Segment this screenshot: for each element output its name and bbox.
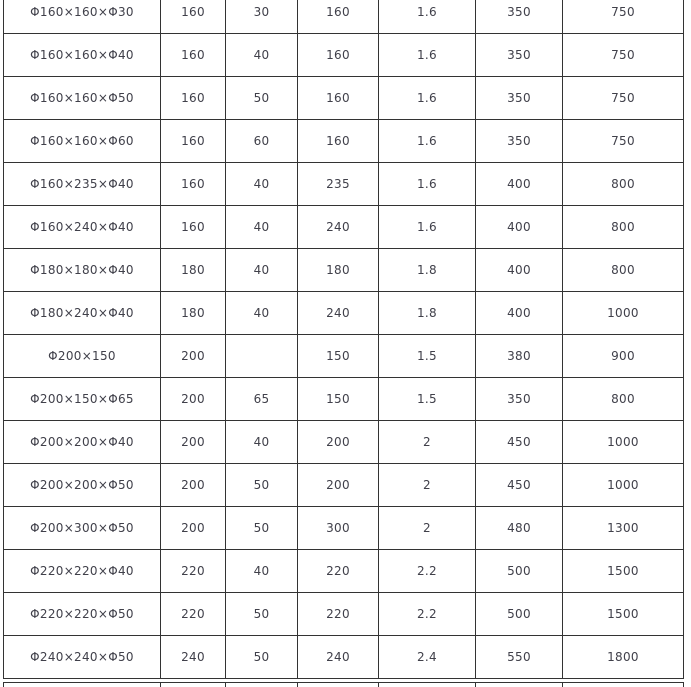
empty-cell xyxy=(226,683,298,687)
value-cell: 40 xyxy=(226,550,298,593)
value-cell: 1000 xyxy=(563,292,684,335)
value-cell: 160 xyxy=(161,34,226,77)
value-cell: 40 xyxy=(226,163,298,206)
value-cell: 1.5 xyxy=(379,335,476,378)
value-cell: 240 xyxy=(161,636,226,679)
spec-cell: Φ200×150 xyxy=(4,335,161,378)
value-cell: 500 xyxy=(476,593,563,636)
table-row xyxy=(4,0,684,34)
spec-cell: Φ180×180×Φ40 xyxy=(4,249,161,292)
value-cell: 1.8 xyxy=(379,292,476,335)
value-cell: 480 xyxy=(476,507,563,550)
value-cell: 40 xyxy=(226,249,298,292)
table-row xyxy=(4,421,684,464)
value-cell: 1.6 xyxy=(379,163,476,206)
table-row xyxy=(4,464,684,507)
value-cell: 50 xyxy=(226,593,298,636)
value-cell: 180 xyxy=(161,292,226,335)
value-cell: 400 xyxy=(476,249,563,292)
value-cell xyxy=(226,335,298,378)
value-cell: 350 xyxy=(476,77,563,120)
value-cell: 550 xyxy=(476,636,563,679)
empty-cell xyxy=(563,683,684,687)
next-table-row-fragment xyxy=(3,682,684,687)
value-cell: 750 xyxy=(563,0,684,34)
value-cell: 350 xyxy=(476,0,563,34)
value-cell: 2 xyxy=(379,464,476,507)
spec-table xyxy=(3,0,684,679)
value-cell: 300 xyxy=(298,507,379,550)
spec-cell: Φ220×220×Φ50 xyxy=(4,593,161,636)
table-row xyxy=(4,206,684,249)
value-cell: 400 xyxy=(476,206,563,249)
value-cell: 350 xyxy=(476,34,563,77)
value-cell: 380 xyxy=(476,335,563,378)
value-cell: 750 xyxy=(563,77,684,120)
value-cell: 750 xyxy=(563,120,684,163)
value-cell: 240 xyxy=(298,292,379,335)
empty-cell xyxy=(4,683,161,687)
spec-cell: Φ160×160×Φ50 xyxy=(4,77,161,120)
value-cell: 2 xyxy=(379,507,476,550)
value-cell: 1.8 xyxy=(379,249,476,292)
value-cell: 750 xyxy=(563,34,684,77)
value-cell: 450 xyxy=(476,464,563,507)
empty-cell xyxy=(379,683,476,687)
spec-table-body xyxy=(4,0,684,679)
value-cell: 200 xyxy=(161,378,226,421)
value-cell: 50 xyxy=(226,507,298,550)
value-cell: 200 xyxy=(161,464,226,507)
value-cell: 220 xyxy=(298,593,379,636)
value-cell: 220 xyxy=(161,550,226,593)
value-cell: 1500 xyxy=(563,593,684,636)
table-row xyxy=(4,120,684,163)
value-cell: 800 xyxy=(563,249,684,292)
value-cell: 2.2 xyxy=(379,593,476,636)
value-cell: 1.6 xyxy=(379,0,476,34)
value-cell: 400 xyxy=(476,292,563,335)
value-cell: 220 xyxy=(161,593,226,636)
value-cell: 40 xyxy=(226,292,298,335)
spec-cell: Φ180×240×Φ40 xyxy=(4,292,161,335)
empty-cell xyxy=(298,683,379,687)
value-cell: 220 xyxy=(298,550,379,593)
empty-cell xyxy=(476,683,563,687)
spec-cell: Φ200×150×Φ65 xyxy=(4,378,161,421)
value-cell: 50 xyxy=(226,464,298,507)
spec-cell: Φ220×220×Φ40 xyxy=(4,550,161,593)
value-cell: 240 xyxy=(298,206,379,249)
value-cell: 450 xyxy=(476,421,563,464)
value-cell: 30 xyxy=(226,0,298,34)
value-cell: 150 xyxy=(298,335,379,378)
value-cell: 1.6 xyxy=(379,77,476,120)
table-row xyxy=(4,163,684,206)
value-cell: 1.5 xyxy=(379,378,476,421)
value-cell: 40 xyxy=(226,421,298,464)
table-row xyxy=(4,292,684,335)
table-row xyxy=(4,636,684,679)
value-cell: 60 xyxy=(226,120,298,163)
value-cell: 800 xyxy=(563,163,684,206)
value-cell: 350 xyxy=(476,120,563,163)
value-cell: 240 xyxy=(298,636,379,679)
value-cell: 40 xyxy=(226,206,298,249)
value-cell: 160 xyxy=(298,77,379,120)
spec-cell: Φ160×235×Φ40 xyxy=(4,163,161,206)
spec-cell: Φ160×240×Φ40 xyxy=(4,206,161,249)
value-cell: 900 xyxy=(563,335,684,378)
table-row xyxy=(4,378,684,421)
value-cell: 200 xyxy=(161,335,226,378)
value-cell: 400 xyxy=(476,163,563,206)
value-cell: 200 xyxy=(298,464,379,507)
spec-cell: Φ240×240×Φ50 xyxy=(4,636,161,679)
spec-cell: Φ200×300×Φ50 xyxy=(4,507,161,550)
table-row xyxy=(4,249,684,292)
value-cell: 200 xyxy=(161,507,226,550)
value-cell: 500 xyxy=(476,550,563,593)
table-row xyxy=(4,77,684,120)
value-cell: 800 xyxy=(563,206,684,249)
value-cell: 1500 xyxy=(563,550,684,593)
spec-cell: Φ160×160×Φ40 xyxy=(4,34,161,77)
spec-cell: Φ200×200×Φ40 xyxy=(4,421,161,464)
value-cell: 2.2 xyxy=(379,550,476,593)
value-cell: 800 xyxy=(563,378,684,421)
value-cell: 160 xyxy=(298,0,379,34)
value-cell: 200 xyxy=(298,421,379,464)
value-cell: 235 xyxy=(298,163,379,206)
table-row xyxy=(4,507,684,550)
value-cell: 1000 xyxy=(563,464,684,507)
table-row xyxy=(4,593,684,636)
spec-cell: Φ160×160×Φ30 xyxy=(4,0,161,34)
empty-cell xyxy=(161,683,226,687)
spec-cell: Φ200×200×Φ50 xyxy=(4,464,161,507)
value-cell: 2.4 xyxy=(379,636,476,679)
value-cell: 1.6 xyxy=(379,206,476,249)
value-cell: 160 xyxy=(161,163,226,206)
table-row xyxy=(4,335,684,378)
table-row xyxy=(4,34,684,77)
table-row xyxy=(4,550,684,593)
value-cell: 150 xyxy=(298,378,379,421)
value-cell: 40 xyxy=(226,34,298,77)
value-cell: 50 xyxy=(226,636,298,679)
value-cell: 160 xyxy=(298,34,379,77)
table-row xyxy=(4,683,684,687)
value-cell: 180 xyxy=(298,249,379,292)
value-cell: 1800 xyxy=(563,636,684,679)
value-cell: 50 xyxy=(226,77,298,120)
value-cell: 2 xyxy=(379,421,476,464)
value-cell: 350 xyxy=(476,378,563,421)
value-cell: 65 xyxy=(226,378,298,421)
next-fragment-body xyxy=(4,683,684,687)
value-cell: 1300 xyxy=(563,507,684,550)
value-cell: 160 xyxy=(298,120,379,163)
spec-cell: Φ160×160×Φ60 xyxy=(4,120,161,163)
value-cell: 200 xyxy=(161,421,226,464)
value-cell: 1000 xyxy=(563,421,684,464)
value-cell: 180 xyxy=(161,249,226,292)
value-cell: 160 xyxy=(161,120,226,163)
value-cell: 160 xyxy=(161,77,226,120)
value-cell: 160 xyxy=(161,0,226,34)
value-cell: 1.6 xyxy=(379,34,476,77)
value-cell: 160 xyxy=(161,206,226,249)
value-cell: 1.6 xyxy=(379,120,476,163)
